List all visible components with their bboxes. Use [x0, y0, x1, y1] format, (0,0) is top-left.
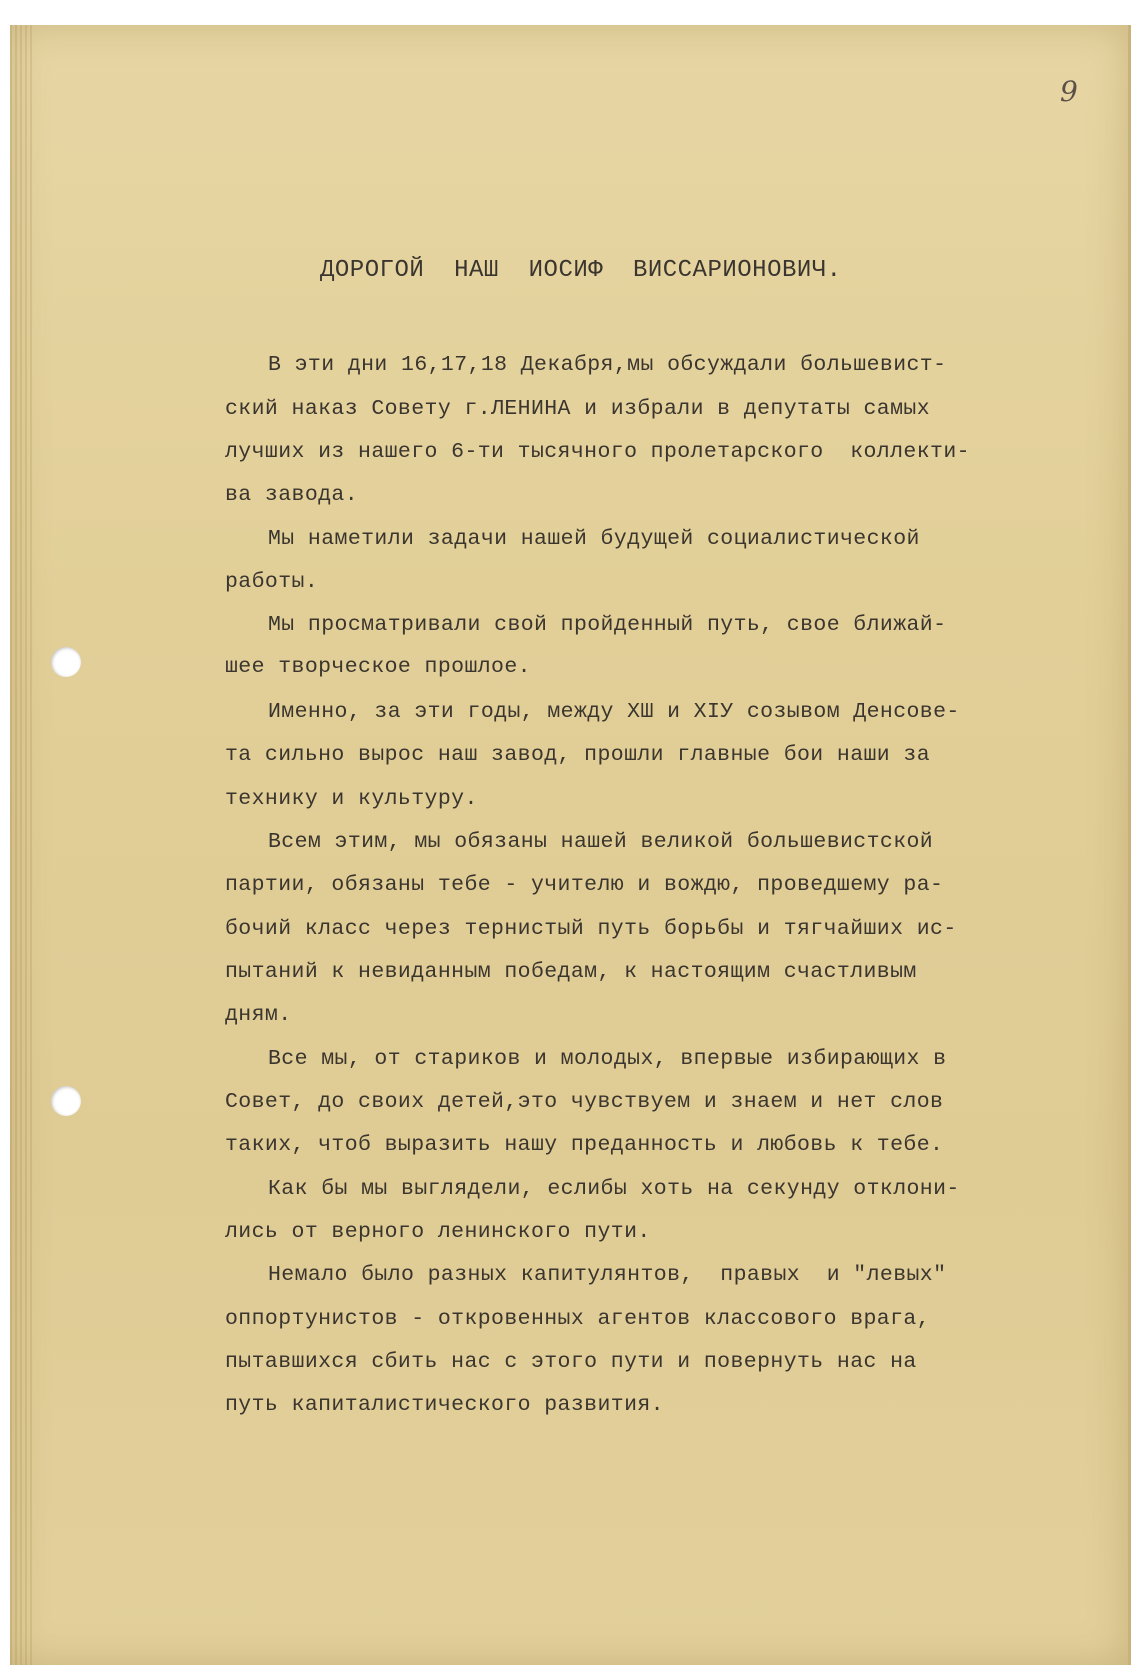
- body-line: Все мы, от стариков и молодых, впервые избирающих в: [268, 1047, 947, 1071]
- body-line: шее творческое прошлое.: [225, 655, 531, 679]
- body-line: В эти дни 16,17,18 Декабря,мы обсуждали большевист-: [268, 353, 947, 377]
- punch-hole-upper: [51, 647, 81, 677]
- body-line: ский наказ Совету г.ЛЕНИНА и избрали в депутаты самых: [225, 397, 931, 421]
- body-line: лучших из нашего 6-ти тысячного пролетарского коллекти-: [225, 440, 970, 464]
- body-line: технику и культуру.: [225, 787, 478, 811]
- body-line: Мы просматривали свой пройденный путь, свое ближай-: [268, 613, 947, 637]
- body-line: бочий класс через тернистый путь борьбы и тягчайших ис-: [225, 917, 957, 941]
- body-line: таких, чтоб выразить нашу преданность и любовь к тебе.: [225, 1133, 944, 1157]
- body-line: оппортунистов - откровенных агентов классового врага,: [225, 1307, 931, 1331]
- body-line: Немало было разных капитулянтов, правых и "левых": [268, 1263, 947, 1287]
- body-line: пытавшихся сбить нас с этого пути и повернуть нас на: [225, 1350, 917, 1374]
- body-line: дням.: [225, 1003, 292, 1027]
- body-line: партии, обязаны тебе - учителю и вождю, проведшему ра-: [225, 873, 944, 897]
- body-line: ва завода.: [225, 483, 359, 507]
- body-line: Всем этим, мы обязаны нашей великой большевистской: [268, 830, 934, 854]
- document-page: [10, 25, 1131, 1665]
- body-line: путь капиталистического развития.: [225, 1393, 664, 1417]
- body-line: лись от верного ленинского пути.: [225, 1220, 651, 1244]
- body-line: Совет, до своих детей,это чувствуем и знаем и нет слов: [225, 1090, 944, 1114]
- body-line: та сильно вырос наш завод, прошли главные бои наши за: [225, 743, 931, 767]
- letter-salutation: ДОРОГОЙ НАШ ИОСИФ ВИССАРИОНОВИЧ.: [320, 257, 842, 284]
- body-line: работы.: [225, 570, 319, 594]
- body-line: Именно, за эти годы, между ХШ и ХIУ созывом Денсове-: [268, 700, 960, 724]
- page-number: 9: [1060, 75, 1078, 108]
- body-line: пытаний к невиданным победам, к настоящим счастливым: [225, 960, 917, 984]
- punch-hole-lower: [51, 1086, 81, 1116]
- body-line: Как бы мы выглядели, еслибы хоть на секунду отклони-: [268, 1177, 960, 1201]
- body-line: Мы наметили задачи нашей будущей социалистической: [268, 527, 920, 551]
